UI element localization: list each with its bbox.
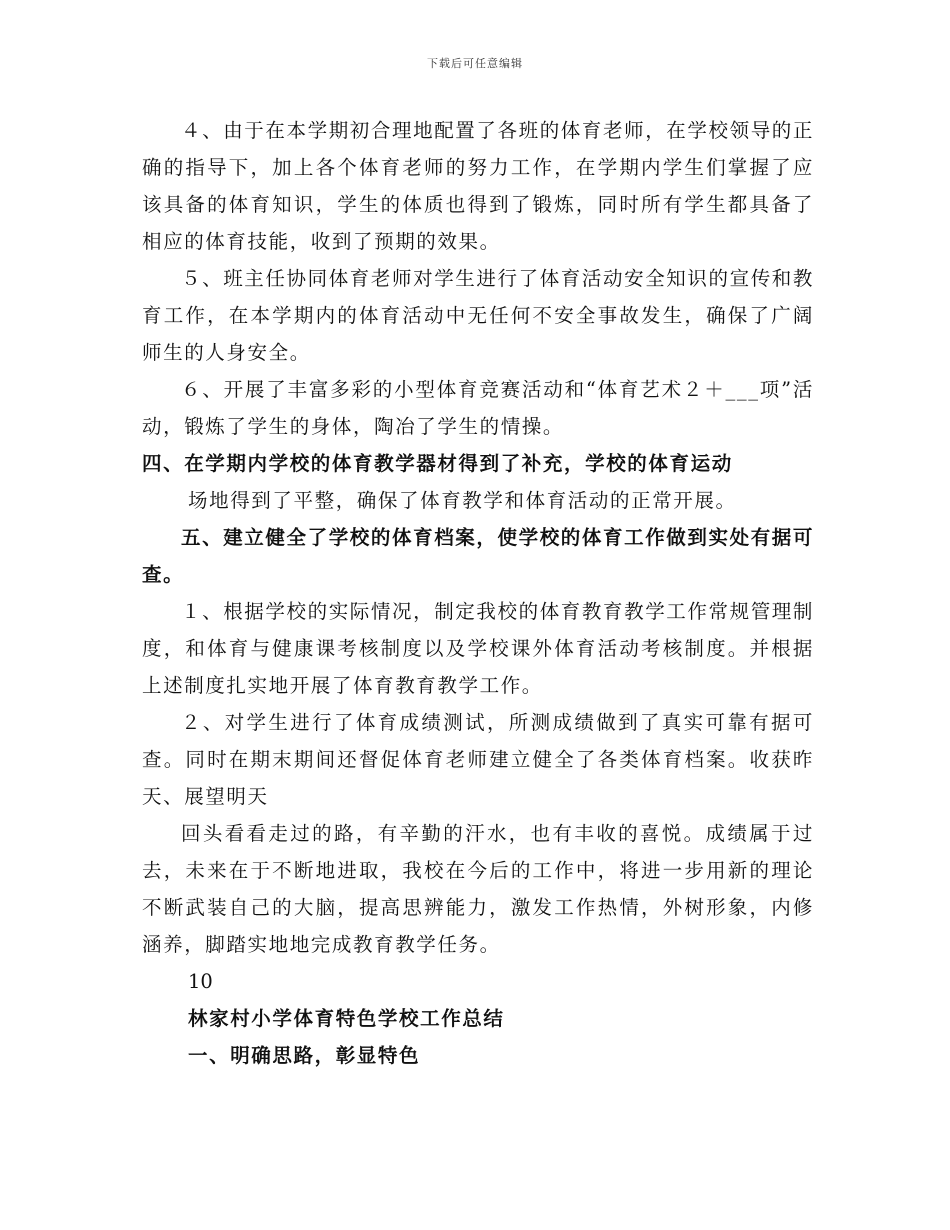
document-body — [142, 112, 814, 1074]
section-four — [142, 445, 814, 519]
section-one-heading: 一、明确思路，彰显特色 — [188, 1044, 421, 1067]
section-five-heading: 五、建立健全了学校的体育档案，使学校的体育工作做到实处有据可查。 — [142, 526, 815, 586]
paragraph-item-4: ４、由于在本学期初合理地配置了各班的体育老师，在学校领导的正确的指导下，加上各个体育老师的努力工作，在学期内学生们掌握了应该具备的体育知识，学生的体质也得到了锻炼，同时所有学生都具备了相应的体育技能，收到了预期的效果。 — [142, 119, 815, 253]
section-five-item-1: １、根据学校的实际情况，制定我校的体育教育教学工作常规管理制度，和体育与健康课考核制度以及学校课外体育活动考核制度。并根据上述制度扎实地开展了体育教育教学工作。 — [142, 600, 815, 697]
paragraph-item-6: ６、开展了丰富多彩的小型体育竞赛活动和“体育艺术２＋___项”活动，锻炼了学生的身体，陶冶了学生的情操。 — [142, 378, 814, 438]
section-four-heading: 四、在学期内学校的体育教学器材得到了补充，学校的体育运动 — [142, 452, 733, 475]
page-header-note: 下载后可任意编辑 — [427, 57, 523, 70]
page-number: 10 — [188, 970, 213, 993]
closing-paragraph: 回头看看走过的路，有辛勤的汗水，也有丰收的喜悦。成绩属于过去，未来在于不断地进取，我校在今后的工作中，将进一步用新的理论不断武装自己的大脑，提高思辨能力，激发工作热情，外树形象，内修涵养，脚踏实地地完成教育教学任务。 — [142, 822, 814, 956]
section-four-text: 场地得到了平整，确保了体育教学和体育活动的正常开展。 — [188, 489, 737, 512]
paragraph-item-5: ５、班主任协同体育老师对学生进行了体育活动安全知识的宣传和教育工作，在本学期内的体育活动中无任何不安全事故发生，确保了广阔师生的人身安全。 — [142, 267, 815, 364]
section-five-item-2: ２、对学生进行了体育成绩测试，所测成绩做到了真实可靠有据可查。同时在期末期间还督促体育老师建立健全了各类体育档案。收获昨天、展望明天 — [142, 711, 814, 808]
document-title: 林家村小学体育特色学校工作总结 — [188, 1007, 505, 1030]
